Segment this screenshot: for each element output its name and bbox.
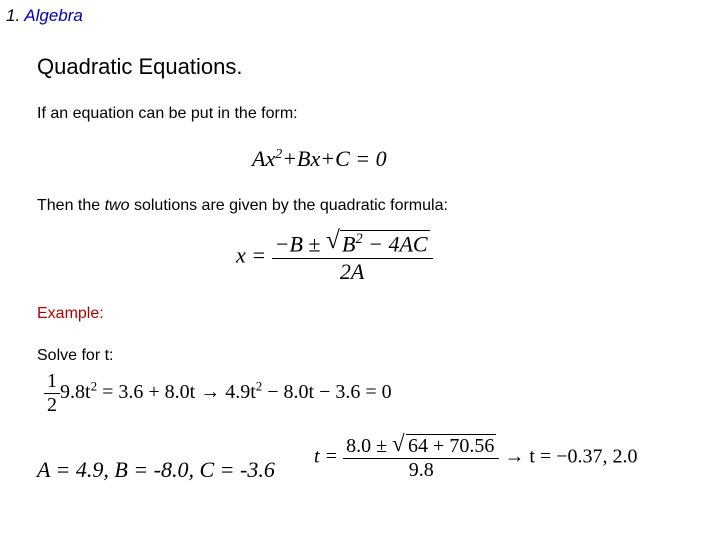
solve-label: Solve for t: <box>37 347 114 364</box>
right-arrow-icon: → <box>504 445 525 468</box>
quadratic-formula-lhs: x = <box>236 242 267 268</box>
t-formula-numerator <box>343 431 499 458</box>
then-text <box>37 197 448 215</box>
then-text-after: solutions are given by the quadratic formula: <box>129 197 448 214</box>
t-formula-result: t = −0.37, 2.0 <box>524 445 638 468</box>
solve-part-3: 4.9t <box>220 381 256 404</box>
quadratic-formula-numerator <box>272 226 433 258</box>
standard-form-equation <box>252 146 387 172</box>
intro-text: If an equation can be put in the form: <box>37 105 298 122</box>
t-formula-denominator: 9.8 <box>343 458 499 482</box>
quadratic-formula <box>236 226 433 285</box>
slide-title: Quadratic Equations. <box>37 54 243 79</box>
quadratic-formula-radicand-b: B <box>341 231 356 257</box>
t-formula-numerator-prefix: 8.0 ± <box>346 435 393 457</box>
t-formula-sqrt <box>392 431 496 458</box>
coefficients-line: A = 4.9, B = -8.0, C = -3.6 <box>37 457 275 482</box>
right-arrow-icon: → <box>200 381 221 404</box>
section-name: Algebra <box>24 6 83 25</box>
solve-exponent-2: 2 <box>255 378 263 394</box>
quadratic-formula-radicand-exp: 2 <box>355 231 363 247</box>
half-numerator: 1 <box>47 370 57 392</box>
standard-form-rest: +Bx+C = 0 <box>282 146 387 171</box>
solve-equation <box>44 370 392 417</box>
section-heading <box>6 6 83 26</box>
standard-form-lhs-a: Ax <box>252 146 276 171</box>
quadratic-formula-fraction <box>272 226 433 285</box>
quadratic-formula-numerator-prefix: −B ± <box>274 231 326 257</box>
quadratic-formula-denominator: 2A <box>272 258 433 285</box>
t-formula <box>314 431 638 482</box>
standard-form-exponent: 2 <box>275 147 283 162</box>
t-formula-fraction <box>343 431 499 482</box>
section-number: 1. <box>6 6 21 25</box>
solve-part-1: 9.8t <box>60 381 91 404</box>
solve-part-4: − 8.0t − 3.6 = 0 <box>262 381 392 404</box>
t-formula-lhs: t = <box>314 445 339 468</box>
half-fraction <box>44 370 60 417</box>
radical-sign-icon: √ <box>392 431 405 456</box>
radical-sign-icon: √ <box>325 226 340 254</box>
solve-part-2: = 3.6 + 8.0t <box>97 381 201 404</box>
quadratic-formula-radicand-rest: − 4AC <box>362 231 428 257</box>
half-denominator: 2 <box>44 393 60 417</box>
example-label: Example: <box>37 305 104 322</box>
solve-exponent-1: 2 <box>90 378 98 394</box>
quadratic-formula-sqrt <box>325 226 430 258</box>
t-formula-radicand: 64 + 70.56 <box>408 435 495 457</box>
then-text-emphasis: two <box>104 197 130 214</box>
then-text-before: Then the <box>37 197 105 214</box>
